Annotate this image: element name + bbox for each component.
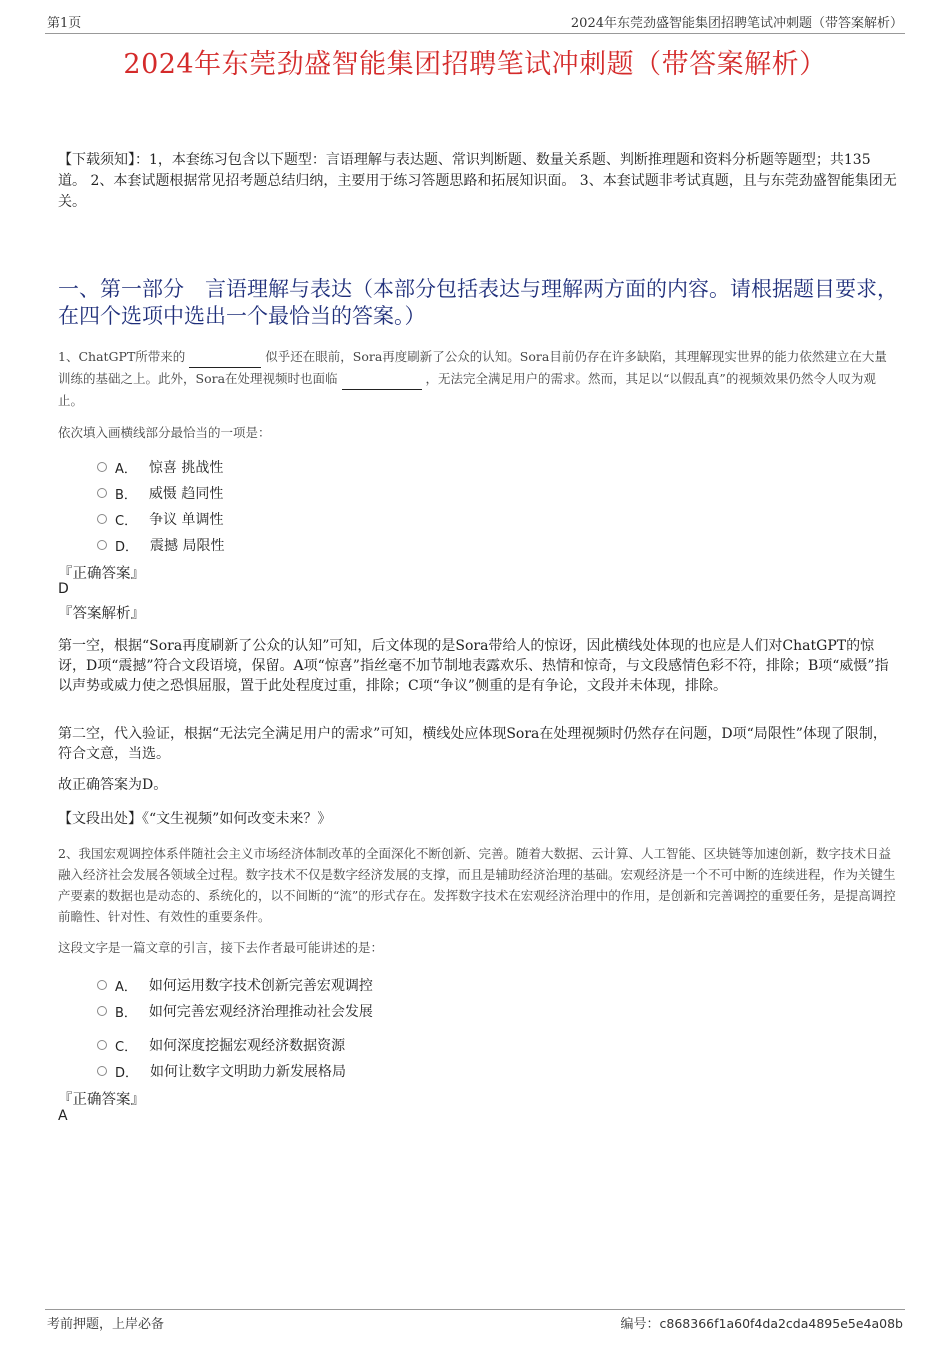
question-2-prompt: 这段文字是一篇文章的引言，接下去作者最可能讲述的是： <box>58 940 384 955</box>
q1-option-a[interactable] <box>97 457 223 477</box>
q1-option-b[interactable] <box>97 483 223 503</box>
option-label: D． <box>115 1065 139 1081</box>
q1-answer-tag: 『正确答案』 <box>58 566 145 582</box>
q1-source: 【文段出处】《“文生视频”如何改变未来？》 <box>58 811 332 827</box>
option-label: B． <box>115 487 137 503</box>
q2-option-a[interactable] <box>97 975 373 995</box>
header-divider <box>45 33 905 34</box>
option-text: 震撼 局限性 <box>150 538 225 554</box>
q1-option-c[interactable] <box>97 509 224 529</box>
section-title: 一、第一部分 言语理解与表达（本部分包括表达与理解两方面的内容。请根据题目要求，在四个选项中选出一个最恰当的答案。） <box>58 277 898 328</box>
footer-code-block <box>621 1313 904 1332</box>
q2-answer-tag: 『正确答案』 <box>58 1092 145 1108</box>
page-title: 2024年东莞劲盛智能集团招聘笔试冲刺题（带答案解析） <box>123 49 827 80</box>
radio-icon[interactable] <box>97 1066 107 1076</box>
q2-answer: A <box>58 1108 68 1124</box>
radio-icon[interactable] <box>97 462 107 472</box>
page-number: 第1页 <box>47 16 82 31</box>
radio-icon[interactable] <box>97 980 107 990</box>
q1-blank-2 <box>342 368 422 390</box>
option-text: 如何让数字文明助力新发展格局 <box>150 1064 347 1080</box>
question-1-prompt: 依次填入画横线部分最恰当的一项是： <box>58 425 271 440</box>
q1-blank-1 <box>189 346 261 368</box>
q1-text-part1: 1、ChatGPT所带来的 <box>58 349 186 364</box>
q1-analysis-paragraph-2: 第二空，代入验证，根据“无法完全满足用户的需求”可知，横线处应体现Sora在处理视频时仍然存在问题，D项“局限性”体现了限制，符合文意，当选。 <box>58 726 887 762</box>
option-text: 惊喜 挑战性 <box>148 460 224 476</box>
q1-answer: D <box>58 581 69 597</box>
option-text: 如何运用数字技术创新完善宏观调控 <box>148 978 373 994</box>
footer-code: c868366f1a60f4da2cda4895e5e4a08b <box>659 1316 903 1331</box>
option-label: A． <box>115 979 137 995</box>
header-doc-title: 2024年东莞劲盛智能集团招聘笔试冲刺题（带答案解析） <box>570 16 903 31</box>
radio-icon[interactable] <box>97 1006 107 1016</box>
footer-code-label: 编号： <box>620 1317 660 1332</box>
question-1-text <box>58 346 898 411</box>
question-2-text: 2、我国宏观调控体系伴随社会主义市场经济体制改革的全面深化不断创新、完善。随着大数据、云计算、人工智能、区块链等加速创新，数字技术日益融入经济社会发展各领域全过程。数字技术不仅是数字经济发展的支撑，而且是辅助经济治理的基础。宏观经济是一个不可中断的连续进程，作为关键生产要素的数据也是动态的、系统化的，以不间断的“流”的形式存在。发挥数字技术在宏观经济治理中的作用，是创新和完善调控的重要任务，是提高调控前瞻性、针对性、有效性的重要条件。 <box>58 846 896 924</box>
radio-icon[interactable] <box>97 540 107 550</box>
option-label: D． <box>115 539 139 555</box>
footer-divider <box>45 1309 905 1310</box>
option-text: 威慑 趋同性 <box>148 486 224 502</box>
q1-analysis-tag: 『答案解析』 <box>58 606 145 622</box>
option-label: C． <box>115 513 138 529</box>
q1-text-part3: ，无法完全满足用户的需求。然而，其足以“以假乱真”的视频效果仍然令人叹为观止。 <box>58 371 876 408</box>
option-label: C． <box>115 1039 138 1055</box>
radio-icon[interactable] <box>97 488 107 498</box>
option-label: A． <box>115 461 137 477</box>
q1-option-d[interactable] <box>97 535 224 555</box>
radio-icon[interactable] <box>97 1040 107 1050</box>
option-text: 争议 单调性 <box>149 512 224 528</box>
option-text: 如何深度挖掘宏观经济数据资源 <box>149 1038 346 1054</box>
radio-icon[interactable] <box>97 514 107 524</box>
q2-option-d[interactable] <box>97 1061 346 1081</box>
option-text: 如何完善宏观经济治理推动社会发展 <box>148 1004 373 1020</box>
download-notice: 【下载须知】：1，本套练习包含以下题型：言语理解与表达题、常识判断题、数量关系题、判断推理题和资料分析题等题型；共135道。 2、本套试题根据常见招考题总结归纳，主要用于练习答题思路和拓展知识面。 3、本套试题非考试真题，且与东莞劲盛智能集团无关。 <box>58 152 897 210</box>
q1-analysis-paragraph-3: 故正确答案为D。 <box>58 777 168 793</box>
option-label: B． <box>115 1005 137 1021</box>
q2-option-b[interactable] <box>97 1001 373 1021</box>
q1-text-part2: 似乎还在眼前，Sora再度刷新了公众的认知。Sora目前仍存在许多缺陷，其理解现实世界的能力依然建立在大量训练的基础之上。此外，Sora在处理视频时也面临 <box>58 349 887 386</box>
q1-analysis-paragraph-1: 第一空，根据“Sora再度刷新了公众的认知”可知，后文体现的是Sora带给人的惊讶，因此横线处体现的也应是人们对ChatGPT的惊讶，D项“震撼”符合文段语境，保留。A项“惊喜”指丝毫不加节制地表露欢乐、热情和惊奇，与文段感情色彩不符，排除；B项“威慑”指以声势或威力使之恐惧屈服，置于此处程度过重，排除；C项“争议”侧重的是有争论，文段并未体现，排除。 <box>58 638 889 694</box>
q2-option-c[interactable] <box>97 1035 345 1055</box>
footer-slogan: 考前押题，上岸必备 <box>47 1317 165 1332</box>
